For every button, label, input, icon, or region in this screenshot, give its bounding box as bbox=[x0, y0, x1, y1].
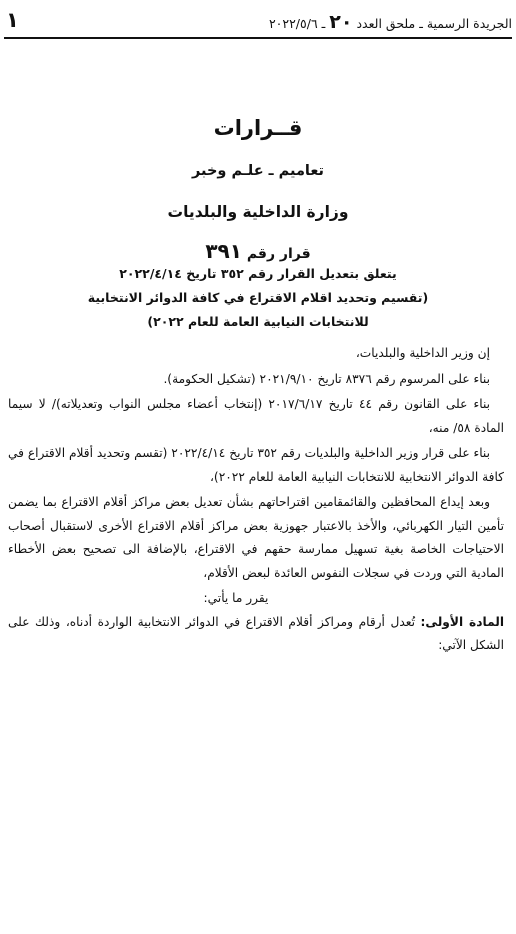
header-divider bbox=[4, 37, 512, 39]
preamble-proposals: وبعد إيداع المحافظين والقائمقامين اقتراحاتهم بشأن تعديل بعض مراكز أقلام الاقتراع بما يضمن تأمين التيار الكهربائي، والأخذ بالاعتبار جهوزية بعض مراكز أقلام الاقتراع الأخرى لاستقبال أصحاب الاحتياجات الخاصة بغية تسهيل ممارسة حقهم في الاقتراع، بالإضافة الى تصحيح بعض الأخطاء المادية التي وردت في سجلات النفوس العائدة لبعض الأقلام، bbox=[8, 495, 504, 580]
article-one-label: المادة الأولى: bbox=[420, 614, 504, 629]
section-title: قــرارات bbox=[213, 116, 303, 140]
ministry-name: وزارة الداخلية والبلديات bbox=[167, 203, 349, 221]
page-number: ١ bbox=[6, 8, 19, 32]
decision-number bbox=[0, 239, 516, 263]
header-title-prefix: الجريدة الرسمية ـ ملحق العدد bbox=[356, 16, 512, 31]
decision-label: قرار رقم bbox=[246, 246, 311, 262]
decision-subject-line-2: (تقسيم وتحديد اقلام الاقتراع في كافة الدوائر الانتخابية bbox=[87, 290, 429, 305]
resolves-heading: يقرر ما يأتي: bbox=[203, 591, 269, 605]
header-date: ـ ٢٠٢٢/٥/٦ bbox=[268, 16, 326, 31]
decision-subject-line-3: للانتخابات النيابية العامة للعام ٢٠٢٢) bbox=[147, 314, 369, 329]
decision-subject-line-1: يتعلق بتعديل القرار رقم ٣٥٢ تاريخ ٢٠٢٢/٤/١٤ bbox=[119, 266, 397, 281]
preamble-decree: بناء على المرسوم رقم ٨٣٧٦ تاريخ ٢٠٢١/٩/١٠ (تشكيل الحكومة). bbox=[163, 371, 490, 386]
preamble-minister: إن وزير الداخلية والبلديات، bbox=[355, 346, 490, 360]
decision-number-value: ٣٩١ bbox=[205, 239, 242, 263]
preamble-law: بناء على القانون رقم ٤٤ تاريخ ٢٠١٧/٦/١٧ (إنتخاب أعضاء مجلس النواب وتعديلاته)/ لا سيما المادة ٥٨/ منه، bbox=[8, 397, 504, 435]
page-header bbox=[4, 8, 512, 34]
preamble-prior-decision: بناء على قرار وزير الداخلية والبلديات رقم ٣٥٢ تاريخ ٢٠٢٢/٤/١٤ (تقسم وتحديد أقلام الاقتراع في كافة الدوائر الانتخابية للانتخابات النيابية العامة للعام ٢٠٢٢)، bbox=[8, 446, 504, 484]
gazette-header-title bbox=[269, 11, 512, 33]
article-one-text: تُعدل أرقام ومراكز أقلام الاقتراع في الدوائر الانتخابية الواردة أدناه، وذلك على الشكل الآتي: bbox=[8, 614, 504, 652]
issue-number: ٢٠ bbox=[329, 11, 353, 33]
decision-body bbox=[8, 342, 504, 660]
section-subtitle: تعاميم ـ علـم وخبر bbox=[192, 163, 324, 179]
article-one bbox=[8, 611, 504, 658]
